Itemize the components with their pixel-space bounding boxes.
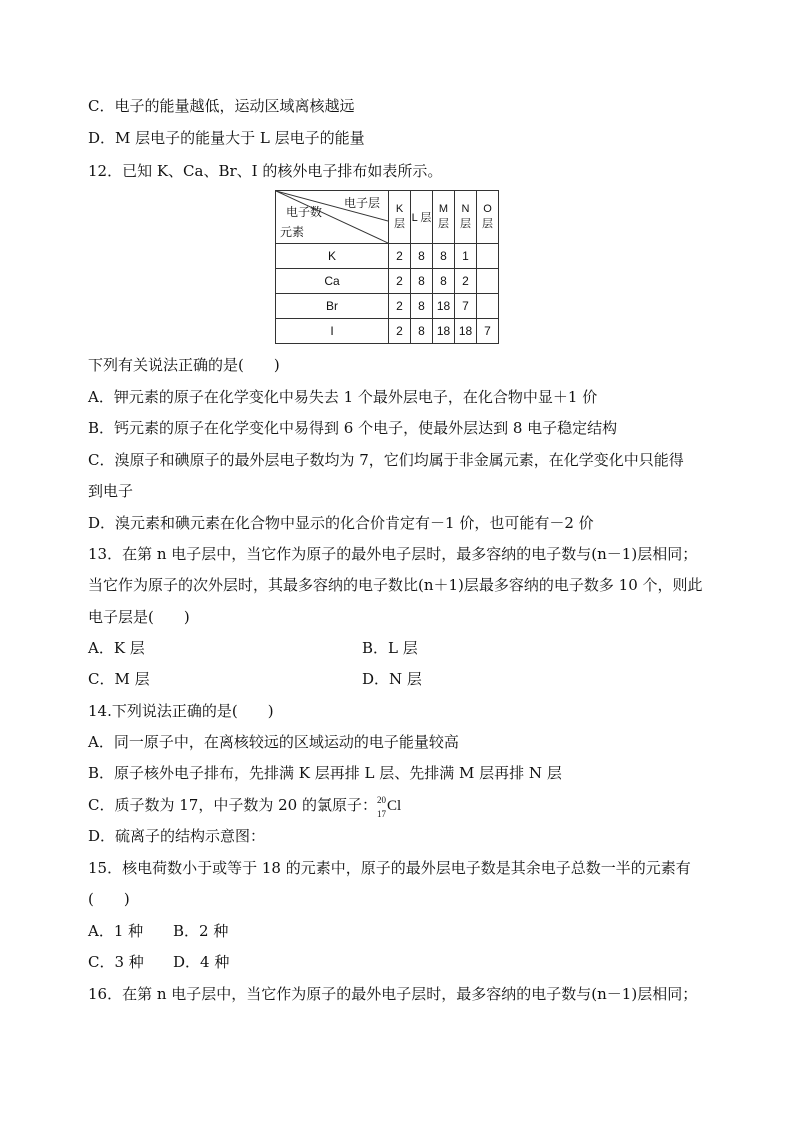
q14-option-d: D．硫离子的结构示意图：: [88, 827, 266, 845]
q13-option-a: A．K 层: [88, 639, 145, 657]
q13-option-c: C．M 层: [88, 670, 150, 688]
q12-prompt: 下列有关说法正确的是( ): [88, 356, 280, 374]
q16-stem-line1: 16．在第 n 电子层中，当它作为原子的最外电子层时，最多容纳的电子数与(n－1)层相同；: [88, 985, 698, 1003]
q14-stem: 14.下列说法正确的是( ): [88, 702, 274, 720]
q14-option-b: B．原子核外电子排布，先排满 K 层再排 L 层、先排满 M 层再排 N 层: [88, 764, 562, 782]
header-electron-count-label: 电子数: [286, 205, 323, 219]
value-cell: 7: [477, 319, 499, 344]
value-cell: 8: [411, 294, 433, 319]
header-element-label: 元素: [280, 225, 305, 239]
layer-header-n: N 层: [455, 191, 477, 244]
q14-option-c: [88, 795, 402, 819]
value-cell: 2: [389, 269, 411, 294]
value-cell: 7: [455, 294, 477, 319]
table-row: [276, 294, 499, 319]
q13-stem-line3: 电子层是( ): [88, 608, 190, 626]
q12-stem: 12．已知 K、Ca、Br、I 的核外电子排布如表所示。: [88, 162, 443, 180]
layer-header-k: K 层: [389, 191, 411, 244]
chlorine-isotope-notation: [376, 795, 402, 819]
q13-stem-line1: 13．在第 n 电子层中，当它作为原子的最外电子层时，最多容纳的电子数与(n－1)层相同；: [88, 545, 698, 563]
value-cell: 2: [389, 319, 411, 344]
q12-option-a: A．钾元素的原子在化学变化中易失去 1 个最外层电子，在化合物中显＋1 价: [88, 388, 598, 406]
q11-option-c: C．电子的能量越低，运动区域离核越远: [88, 97, 355, 115]
value-cell: 8: [411, 319, 433, 344]
value-cell: 2: [455, 269, 477, 294]
table-header-diagonal-cell: [276, 191, 389, 244]
q12-option-c-line2: 到电子: [88, 482, 134, 500]
element-cell: Br: [276, 294, 389, 319]
value-cell: [477, 269, 499, 294]
mass-number: 20: [376, 795, 386, 805]
value-cell: 8: [433, 269, 455, 294]
value-cell: 8: [433, 244, 455, 269]
value-cell: [477, 244, 499, 269]
q11-option-d: D．M 层电子的能量大于 L 层电子的能量: [88, 129, 365, 147]
q13-option-d: D．N 层: [362, 670, 422, 688]
q15-option-b: B．2 种: [173, 922, 229, 940]
value-cell: 1: [455, 244, 477, 269]
value-cell: [477, 294, 499, 319]
q15-stem-line1: 15．核电荷数小于或等于 18 的元素中，原子的最外层电子数是其余电子总数一半的元素有: [88, 859, 691, 877]
q12-option-c-line1: C．溴原子和碘原子的最外层电子数均为 7，它们均属于非金属元素，在化学变化中只能得: [88, 451, 684, 469]
value-cell: 2: [389, 244, 411, 269]
value-cell: 8: [411, 269, 433, 294]
value-cell: 18: [433, 319, 455, 344]
table-row: [276, 244, 499, 269]
value-cell: 8: [411, 244, 433, 269]
value-cell: 18: [433, 294, 455, 319]
q12-option-d: D．溴元素和碘元素在化合物中显示的化合价肯定有－1 价，也可能有－2 价: [88, 514, 594, 532]
table-header-row: [276, 191, 499, 244]
table-row: [276, 269, 499, 294]
value-cell: 2: [389, 294, 411, 319]
q15-option-a: A．1 种: [88, 922, 144, 940]
layer-header-l: L 层: [411, 191, 433, 244]
element-cell: I: [276, 319, 389, 344]
element-cell: Ca: [276, 269, 389, 294]
q15-stem-line2: ( ): [88, 890, 130, 908]
q13-option-b: B．L 层: [362, 639, 418, 657]
atomic-number: 17: [376, 809, 386, 819]
q13-stem-line2: 当它作为原子的次外层时，其最多容纳的电子数比(n＋1)层最多容纳的电子数多 10 个，则此: [88, 576, 703, 594]
q15-option-d: D．4 种: [173, 953, 230, 971]
value-cell: 18: [455, 319, 477, 344]
element-cell: K: [276, 244, 389, 269]
q15-option-c: C．3 种: [88, 953, 144, 971]
header-layer-label: 电子层: [344, 196, 381, 210]
table-row: [276, 319, 499, 344]
element-symbol: Cl: [386, 798, 402, 814]
electron-shell-table: [275, 190, 499, 344]
q12-option-b: B．钙元素的原子在化学变化中易得到 6 个电子，使最外层达到 8 电子稳定结构: [88, 419, 618, 437]
q14-option-c-text: C．质子数为 17，中子数为 20 的氯原子：: [88, 796, 377, 814]
layer-header-m: M 层: [433, 191, 455, 244]
layer-header-o: O 层: [477, 191, 499, 244]
q14-option-a: A．同一原子中，在离核较远的区域运动的电子能量较高: [88, 733, 459, 751]
